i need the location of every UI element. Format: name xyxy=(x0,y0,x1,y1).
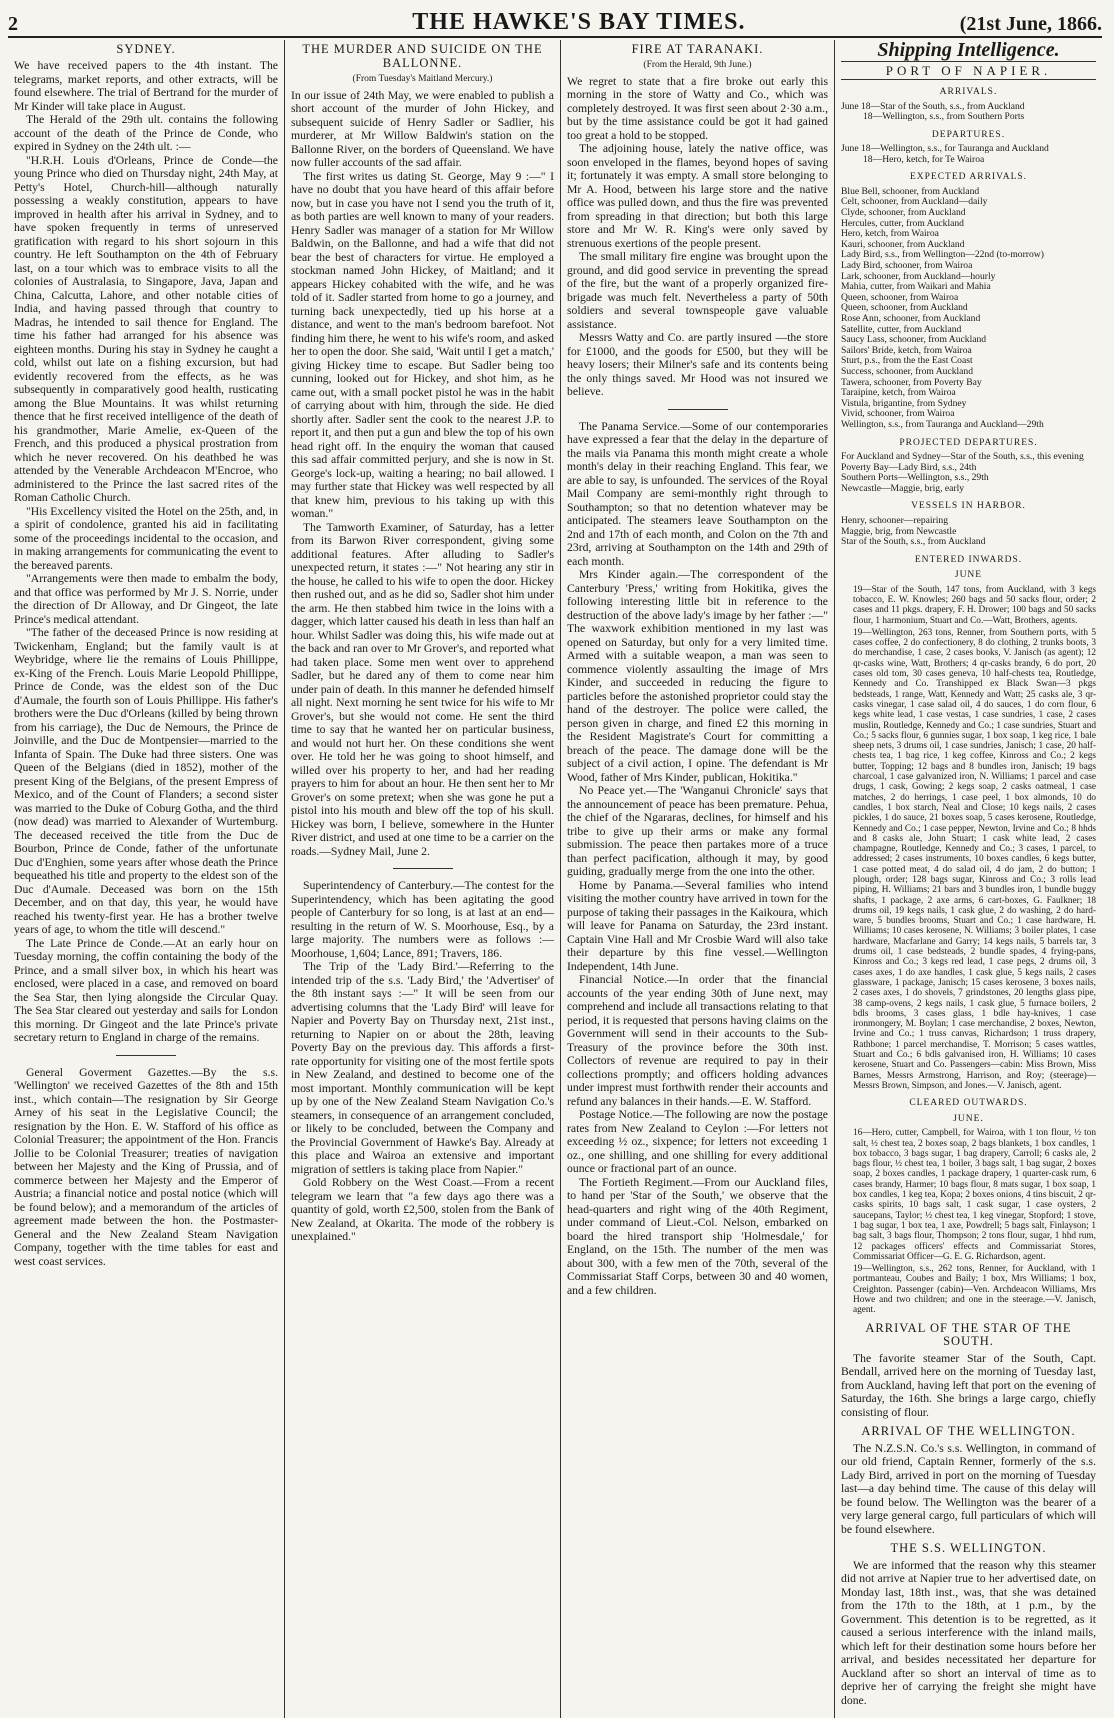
ss-wellington-heading: THE S.S. WELLINGTON. xyxy=(890,1541,1047,1556)
list-item: Newcastle—Maggie, brig, early xyxy=(841,482,965,494)
list-item: Satellite, cutter, from Auckland xyxy=(841,323,962,335)
month-label: JUNE xyxy=(954,570,983,581)
list-item: Wellington, s.s., from Tauranga and Auckland—29th xyxy=(841,418,1044,430)
page-number: 2 xyxy=(8,13,18,35)
sydney-heading: SYDNEY. xyxy=(116,42,176,56)
list-item: For Auckland and Sydney—Star of the South, s.s., this evening xyxy=(841,451,1084,463)
list-item: June 18—Star of the South, s.s., from Auckland xyxy=(841,100,1025,112)
article-paragraph: Gold Robbery on the West Coast.—From a recent telegram we learn that "a few days ago there was a quantity of gold, worth £2,500, stolen from the Bank of New Zealand, at Okarita. The mode of the robbery is unexplained." xyxy=(291,1176,554,1243)
projected-departures-heading: PROJECTED DEPARTURES. xyxy=(899,437,1038,448)
article-paragraph: The first writes us dating St. George, May 9 :—" I have no doubt that you have heard of this affair before now, but in case you have not I send you the truth of it, as both parties are well known to many of your readers. Henry Sadler was manager of a station for Mr Willow Baldwin, on the Ballonne, and had a wife that did not bear the best of characters for virtue. He employed a stockman named John Hickey, of Maitland; and it appears Hickey cohabited with the wife, and he was told of it. Sadler started from home to go a journey, and turning back unexpectedly, tied up his horse at a distance, and went to the man's bedroom barefoot. Not finding him there, he went to his wife's room, and asked her to open the door. She said, 'Wait until I get a match,' giving Hickey time to escape. But Sadler being too cunning, looked out for Hickey, and shot him, as he came out, with a small pocket pistol he was in the habit of carrying about with him, through the side. He died shortly after. Sadler sent the cook to the nearest J.P. to report it, and then put a gun and blew the top of his own head right off. In the enquiry the woman that caused this sad affair committed perjury, and she is now in St. George's lock-up, waiting a hearing; no bail allowed. I may further state that Hickey was well respected by all that knew him, previous to his taking up with this woman." xyxy=(291,169,554,520)
list-item: Vivid, schooner, from Wairoa xyxy=(841,408,955,420)
article-paragraph: "Arrangements were then made to embalm the body, and that office was performed by Mr J. S. Norrie, under the direction of Dr Alloway, and Dr Gingeot, the late Prince's medical attendant. xyxy=(14,572,278,626)
list-item: Lady Bird, s.s., from Wellington—22nd (to-morrow) xyxy=(841,249,1044,261)
fire-heading: FIRE AT TARANAKI. xyxy=(631,42,764,56)
article-paragraph: "The father of the deceased Prince is now residing at Twickenham, England; but the family vault is at Weybridge, where lie the remains of Louis Phillippe, ex-King of the French. Louis Marie Leopold Phillippe, Prince de Conde, was the eldest son of the Duc d'Aumale, the fourth son of Louis Phillippe. His father's brothers were the Duc d'Orleans (killed by being thrown from his carriage), the Duc de Nemours, the Prince de Joinville, and the Duc de Montpensier—married to the Infanta of Spain. The Duke had three sisters. One was Queen of the Belgians (died in 1852), mother of the present King of the Belgians, of the present Empress of Mexico, and of the Count of Flanders; a second sister was married to the Duke of Coburg Gotha, and the third (now dead) was married to Alexander of Wurtemburg. The deceased received the title from the Duc de Bourbon, Prince de Conde, father of the unfortunate Duc d'Enghien, some years after whose death the Prince bequeathed his title and property to the eldest son of the Duc d'Aumale. Deceased was born on the 15th December, and on that day, this year, he would have reached his twenty-first year. He has a brother twelve years of age, to whom the title will descend." xyxy=(14,626,278,936)
list-item: Success, schooner, from Auckland xyxy=(841,365,974,377)
divider xyxy=(668,409,728,410)
list-item: Lady Bird, schooner, from Wairoa xyxy=(841,260,973,272)
star-of-south-heading: ARRIVAL OF THE STAR OF THE SOUTH. xyxy=(865,1320,1072,1349)
list-item: Rose Ann, schooner, from Auckland xyxy=(841,313,981,324)
article-paragraph: We are informed that the reason why this steamer did not arrive at Napier true to her advertised date, on Monday last, 18th inst., was, that she was detained from the 17th to the 18th, at 1 p.m., by the Government. This detention is to be regretted, as it caused a serious interference with the inland mails, which left for their destination some hours before her arrival, and besides necessitated her departure for Auckland after so short an interval of time as to deprive her of carrying the freight she might have done. xyxy=(841,1558,1096,1707)
list-item: Saucy Lass, schooner, from Auckland xyxy=(841,334,987,346)
list-item: 18—Hero, ketch, for Te Wairoa xyxy=(863,153,985,165)
article-paragraph: Home by Panama.—Several families who intend visiting the mother country have arrived in town for the purpose of taking their passages in the Kaikoura, which will leave for Panama on Saturday, the 23rd instant. Captain Vine Hall and Mr Crosbie Ward will also take their departure by this fine vessel.—Wellington Independent, 14th June. xyxy=(567,878,828,973)
article-paragraph: We regret to state that a fire broke out early this morning in the store of Watty and Co., which was completely destroyed. It was first seen about 2·30 a.m., but by the time assistance could be got it had gained too great a hold to be stopped. xyxy=(567,74,828,142)
list-item: Mahia, cutter, from Waikari and Mahia xyxy=(841,281,991,293)
list-item: Vistula, brigantine, from Sydney xyxy=(841,397,967,409)
columns xyxy=(8,40,1102,1718)
article-paragraph: The adjoining house, lately the native office, was soon enveloped in the flames, beyond hopes of saving it; fortunately it was empty. A small store belonging to Mr A. Hood, between his large store and the native office was pulled down, and thus the fire was prevented from spreading in that direction; but both this large store and Mr W. R. King's were only saved by strenuous exertions of the people present. xyxy=(567,142,828,250)
murder-suicide-heading: THE MURDER AND SUICIDE ON THE BALLONNE. xyxy=(302,42,543,70)
column-4 xyxy=(834,40,1102,1718)
list-item: Celt, schooner, from Auckland—daily xyxy=(841,196,988,208)
arrivals-heading: ARRIVALS. xyxy=(939,87,998,97)
list-item: Star of the South, s.s., from Auckland xyxy=(841,536,986,548)
article-paragraph: In our issue of 24th May, we were enabled to publish a short account of the murder of John Hickey, and subsequent suicide of Henry Sadler or Sadlier, his murderer, at Mr Willow Baldwin's station on the Ballonne River, on the borders of Queensland. We have now fuller accounts of the sad affair. xyxy=(291,88,554,169)
departures-heading: DEPARTURES. xyxy=(931,129,1006,140)
list-item: Lark, schooner, from Auckland—hourly xyxy=(841,270,996,282)
newspaper-title: THE HAWKE'S BAY TIMES. xyxy=(412,9,746,35)
article-paragraph: The Fortieth Regiment.—From our Auckland files, to hand per 'Star of the South,' we observe that the head-quarters and right wing of the 40th Regiment, under command of Lieut.-Col. Nelson, embarked on board the hired transport ship 'Holmesdale,' for England, on the 15th. The number of the men was about 300, with a few men of the 70th, several of the Commissariat Staff Corps, between 30 and 40 women, and a few children. xyxy=(567,1175,828,1297)
vessels-in-harbor-list xyxy=(841,516,1096,548)
cleared-entry: 16—Hero, cutter, Campbell, for Wairoa, with 1 ton flour, ½ ton salt, ½ chest tea, 2 boxes soap, 2 bags blankets, 1 box candles, 1 box tobacco, 3 bags sugar, 1 bag drapery, Carroll; 6 casks ale, 2 bags flour, ½ chest tea, 1 boiler, 3 bags salt, 1 bag sugar, 2 boxes soap, 2 boxes candles, 1 package drapery, 1 quarter-cask rum, 6 cases brandy, Harmer; 10 bags flour, 8 mats sugar, 1 box soap, 1 box candles, 1 keg tea, Kopa; 2 boxes onions, 4 tins biscuit, 2 qr-casks spirits, 10 bags salt, 1 cask sugar, 1 case oysters, 2 saucepans, Taylor; ½ chest tea, 1 keg vinegar, Stopford; 1 stove, 1 bag sugar, 1 box tea, 1 axe, Powdrell; 5 bags salt, Finlayson; 1 bag salt, 3 bags flour, Thompson; 2 tons flour, sugar, 1 hhd rum, 12 packages officers' effects and Commissariat Stores, Commissariat Officer—G. E. G. Richardson, agent. xyxy=(853,1128,1096,1262)
arrivals-list xyxy=(841,102,1096,123)
list-item: Hercules, cutter, from Auckland xyxy=(841,217,964,229)
column-1 xyxy=(8,40,284,1718)
article-paragraph: The Herald of the 29th ult. contains the following account of the death of the Prince de Conde, who expired in Sydney on the 24th ult. :— xyxy=(14,113,278,153)
article-paragraph: The Late Prince de Conde.—At an early hour on Tuesday morning, the coffin containing the body of the Prince, and a small silver box, in which his heart was enclosed, were placed in a case, and removed on board the Sea Star, then lying alongside the Circular Quay. The Sea Star cleared out yesterday and sails for London this morning. Dr Gingeot and the late Prince's private secretary return to England in charge of the remains. xyxy=(14,936,278,1044)
article-paragraph: Financial Notice.—In order that the financial accounts of the year ending 30th of June next, may comprehend and include all transactions relating to that period, it is requested that persons having claims on the Government will send in their accounts to the Sub-Treasury of the province before the 30th inst. Collectors of revenue are required to pay in their collections promptly; and officers holding advances under imprest must forthwith render their accounts and refund any balances in their hands.—E. W. Stafford. xyxy=(567,973,828,1108)
source-line: (From Tuesday's Maitland Mercury.) xyxy=(352,74,493,84)
article-paragraph: "H.R.H. Louis d'Orleans, Prince de Conde—the young Prince who died on Thursday night, 24th May, at Petty's Hotel, Church-hill—although naturally possessing a weakly constitution, appears to have improved in health after his arrival in Sydney, and to have spoken frequently in terms of unreserved gratification with regard to his short sojourn in this country. He left Southampton on the 4th of February last, on a tour which was to embrace visits to all the colonies of Australasia, to Singapore, Java, Japan and China, Calcutta, Lahore, and other notable cities of India, and having passed through that country to Madras, he intended to sail thence for England. The time his father had arranged for his absence was eighteen months. During his stay in Sydney he caught a cold, whilst out late on a fishing excursion, but had evidently recovered from the effects, as he was subsequently in comparatively good health, rusticating among the Blue Mountains. It was whilst returning thence that he first received intelligence of the death of his grandmother, Marie Amelie, ex-Queen of the French, and this produced a physical prostration from which he never recovered. On his deathbed he was attended by the Venerable Archdeacon M'Encroe, who administered to the Prince the last sacred rites of the Roman Catholic Church. xyxy=(14,153,278,504)
list-item: Sailors' Bride, ketch, from Wairoa xyxy=(841,344,972,356)
list-item: Maggie, brig, from Newcastle xyxy=(841,525,957,537)
departures-list xyxy=(841,144,1096,165)
article-paragraph: The favorite steamer Star of the South, Capt. Bendall, arrived here on the morning of Tuesday last, from Auckland, having left that port on the evening of Saturday, the 16th. She brings a large cargo, chiefly consisting of flour. xyxy=(841,1351,1096,1419)
projected-departures-list xyxy=(841,452,1096,494)
article-paragraph: The Trip of the 'Lady Bird.'—Referring to the intended trip of the s.s. 'Lady Bird,' the 'Advertiser' of the 8th instant says :—" It will be seen from our advertising columns that the 'Lady Bird' will leave for Napier and Poverty Bay on Thursday next, 21st inst., returning to Napier on or about the 28th, leaving Poverty Bay on the previous day. This affords a first-rate opportunity for visiting one of the most fertile spots in New Zealand, and destined to become one of the most important. Monthly communication will be kept up by one of the New Zealand Steam Navigation Co.'s steamers, in consequence of an arrangement concluded, or likely to be concluded, between the Company and the Provincial Government of Hawke's Bay. Already at this place and Wairoa an extensive and important migration of settlers is taking place from Napier." xyxy=(291,960,554,1176)
column-3 xyxy=(560,40,834,1718)
list-item: Southern Ports—Wellington, s.s., 29th xyxy=(841,472,989,484)
wellington-arrival-heading: ARRIVAL OF THE WELLINGTON. xyxy=(861,1424,1076,1439)
list-item: June 18—Wellington, s.s., for Tauranga and Auckland xyxy=(841,143,1049,155)
list-item: Poverty Bay—Lady Bird, s.s., 24th xyxy=(841,461,977,473)
shipping-title: Shipping Intelligence. xyxy=(877,40,1060,61)
divider xyxy=(393,868,453,869)
list-item: Henry, schooner—repairing xyxy=(841,514,949,526)
list-item: Clyde, schooner, from Auckland xyxy=(841,207,966,219)
inwards-entry: 19—Wellington, 263 tons, Renner, from Southern ports, with 5 cases coffee, 2 do confectionery, 8 do clothing, 2 trunks boots, 3 do merchandise, 1 case, 2 cases books, V. Janisch (as agent); 12 qr-casks wine, Watt, Brothers; 4 qr-casks brandy, 6 do port, 20 cases old tom, 30 cases geneva, 10 half-chests tea, Routledge, Kennedy and Co. Transhipped ex Black Swan—3 pkgs bedsteads, 1 range, Watt, Kennedy and Watt; 25 casks ale, 3 qr-casks vinegar, 1 case salad oil, 4 do sauces, 1 do corn flour, 6 kegs white lead, 1 case vestas, 1 case sundries, 1 case, 2 cases muslin, Routledge, Kennedy and Co.; 1 case sundries, Stuart and Co.; 5 sacks flour, 6 gunnies sugar, 1 box soap, 1 keg rice, 1 bale sheep nets, 3 drums oil, 1 case sundries, Janisch; 1 case, 20 half-chests tea, 1 bag rice, 1 keg coffee, Kinross and Co.; 2 kegs butter, Topping; 12 bags and 8 bundles iron, Janisch; 19 bags charcoal, 1 case galvanized iron, N. Williams; 1 parcel and case drugs, 1 cask, Gowing; 2 kegs soap, 2 casks oatmeal, 1 case matches, 2 do herrings, 1 case peel, 1 box almonds, 10 do candles, 1 box starch, Neal and Close; 10 kegs nails, 2 cases pickles, 1 do sauce, 21 boxes soap, 5 cases kerosene, Routledge, Kennedy and Co.; 1 case pepper, Newton, Irvine and Co.; 8 hhds and 8 casks ale, John Stuart; 1 cask white lead, 2 cases champagne, Routledge, Kennedy and Co.; 3 cases, 1 parcel, to addressed; 2 cases instruments, 10 boxes candles, 6 kegs butter, 1 case potted meat, 4 do salad oil, 4 do jam, 2 do button; 1 plough, order; 128 bags sugar, Kinross and Co.; 3 rolls lead piping, H. Williams; 21 bars and 3 bundles iron, 1 bundle buggy shafts, 1 package, 2 axe arms, 6 cart-boxes, G. Faulkner; 18 drums oil, 19 kegs nails, 1 cask glue, 2 do washing, 2 do hard-ware, 5 bundles brooms, Stuart and Co.; 1 case hardware, H. Williams; 10 cases kerosene, N. Williams; 3 boiler plates, 1 case hardware, Macfarlane and Garry; 14 kegs nails, 5 barrels tar, 3 drums oil, 1 case bedsteads, 2 bundle spades, 4 frying-pans, Kinross and Co.; 3 kegs red lead, 1 case pegs, 2 drums oil, 3 cases axes, 1 do axe handles, 1 cask glue, 5 kegs nails, 2 cases glassware, 1 package, Janisch; 15 cases kerosene, 3 boxes nails, 2 cases axes, 1 do shovels, 7 grindstones, 20 lengths glass pipe, 38 camp-ovens, 2 kegs nails, 1 cask glue, 5 furnace boilers, 2 bdls brooms, 3 cases glass, 1 bdle hay-knives, 1 case ironmongery, M. Boylan; 1 case merchandise, 2 boxes, Newton, Irvine and Co.; 1 truss canvas, Richardson; 1 truss drapery, Rathbone; 1 parcel merchandise, T. Morrison; 5 cases wattles, Stuart and Co.; 6 bdls galvanised iron, H. Williams; 10 cases kerosene, Stuart and Co. Passengers—cabin: Miss Brown, Miss Barnes, Messrs Armstrong, Harrison, and Roy; (steerage)—Messrs Brown, Simpson, and Jones.—V. Janisch, agent. xyxy=(853,627,1096,1091)
source-line: (From the Herald, 9th June.) xyxy=(643,60,752,70)
list-item: Queen, schooner, from Wairoa xyxy=(841,291,959,303)
article-paragraph: Superintendency of Canterbury.—The contest for the Superintendency, which has been agitating the good people of Canterbury for so long, is at last at an end—resulting in the return of W. S. Moorhouse, Esq., by a large majority. The numbers were as follows :—Moorhouse, 1,604; Lance, 891; Travers, 186. xyxy=(291,879,554,960)
article-paragraph: The small military fire engine was brought upon the ground, and did good service in preventing the spread of the fire, but the want of a properly organized fire-brigade was much felt. Nevertheless a party of 50th soldiers and several townspeople gave valuable assistance. xyxy=(567,250,828,331)
list-item: Tawera, schooner, from Poverty Bay xyxy=(841,376,982,388)
column-2 xyxy=(284,40,560,1718)
vessels-in-harbor-heading: VESSELS IN HARBOR. xyxy=(911,501,1026,512)
entered-inwards-heading: ENTERED INWARDS. xyxy=(914,554,1023,565)
masthead xyxy=(8,4,1102,38)
article-paragraph: The N.Z.S.N. Co.'s s.s. Wellington, in command of our old friend, Captain Renner, formerly of the s.s. Lady Bird, arrived in port on the morning of Tuesday last—a day behind time. The cause of this delay will be found below. The Wellington was the bearer of a very large general cargo, full particulars of which will be found elsewhere. xyxy=(841,1441,1096,1536)
article-paragraph: Postage Notice.—The following are now the postage rates from New Zealand to Ceylon :—For letters not exceeding ½ oz., sixpence; for letters not exceeding 1 oz., one shilling, and one shilling for every additional ounce or fractional part of an ounce. xyxy=(567,1108,828,1175)
list-item: Blue Bell, schooner, from Auckland xyxy=(841,185,980,197)
list-item: 18—Wellington, s.s., from Southern Ports xyxy=(863,111,1025,123)
article-paragraph: The Panama Service.—Some of our contemporaries have expressed a fear that the delay in the departure of the mails via Panama this month might create a whole month's delay in their reaching England. This fear, we are able to say, is unfounded. The services of the Royal Mail Company are semi-monthly right through to Southampton; so that no detention whatever may be anticipated. The steamers leave Southampton on the 2nd and 17th of each month, and Colon on the 7th and 23rd, arriving at Southampton on the 14th and 29th of each month. xyxy=(567,419,828,568)
expected-arrivals-list xyxy=(841,187,1096,431)
list-item: Hero, ketch, from Wairoa xyxy=(841,228,939,240)
inwards-entry: 19—Star of the South, 147 tons, from Auckland, with 3 kegs tobacco, E. W. Knowles; 260 bags and 50 sacks flour, order; 2 cases and 11 pkgs. drapery, F. H. Drower; 100 bags and 50 sacks flour, 1 harmonium, Stuart and Co.—Watt, Brothers, agents. xyxy=(853,584,1096,626)
list-item: Queen, schooner, from Auckland xyxy=(841,302,968,314)
month-label: JUNE. xyxy=(953,1113,984,1124)
expected-arrivals-heading: EXPECTED ARRIVALS. xyxy=(909,172,1028,183)
article-paragraph: Mrs Kinder again.—The correspondent of the Canterbury 'Press,' writing from Hokitika, gives the following interesting little bit in reference to the destruction of the above lady's image by her father :—" The waxwork exhibition mentioned in my last was opened on Saturday, but only for a very limited time. Armed with a suitable weapon, a man was seen to commence violently assaulting the image of Mrs Kinder, and succeeded in reducing the figure to particles before the astonished proprietor could stay the hand of the destroyer. The police were called, the person given in charge, and fined £2 this morning in the Resident Magistrate's Court for committing a breach of the peace. The damage done will be the subject of a civil action, I opine. The defendant is Mr Wood, father of Mrs Kinder, publican, Hokitika." xyxy=(567,568,828,784)
port-heading: PORT OF NAPIER. xyxy=(841,61,1096,81)
list-item: Kauri, schooner, from Auckland xyxy=(841,238,965,250)
cleared-outwards-heading: CLEARED OUTWARDS. xyxy=(909,1098,1028,1109)
article-paragraph: Messrs Watty and Co. are partly insured —the store for £1000, and the goods for £500, but they will be heavy losers; their Milner's safe and its contents being the only things saved. Mr Hood was not insured we believe. xyxy=(567,331,828,398)
list-item: Taraipine, ketch, from Wairoa xyxy=(841,387,956,399)
article-paragraph: We have received papers to the 4th instant. The telegrams, market reports, and other extracts, will be found elsewhere. The trial of Bertrand for the murder of Mr Kinder will take place in August. xyxy=(14,59,278,113)
divider xyxy=(116,1055,176,1056)
list-item: Sturt, p.s., from the the East Coast xyxy=(841,355,973,367)
cleared-entry: 19—Wellington, s.s., 262 tons, Renner, for Auckland, with 1 portmanteau, Coubes and Baily; 1 box, Mrs Williams; 1 box, Creighton. Passenger (cabin)—Ven. Archdeacon Williams, Mrs Howe and two children; and one in the steerage.—V. Janisch, agent. xyxy=(853,1264,1096,1316)
article-paragraph: The Tamworth Examiner, of Saturday, has a letter from its Barwon River correspondent, giving some additional features. After alluding to Sadler's unexpected return, it states :—" Not hearing any stir in the house, he called to his wife to open the door. Hickey then rushed out, and as he did so, Sadler shot him under the arm. He then stabbed him twice in the loins with a dagger, which latter caused his death in less than half an hour. Whilst Sadler was doing this, his wife made out at the back and ran over to Mr Grover's, and reported what had taken place. Some men went over to apprehend Sadler, but he dared any of them to come near him under pain of death. In this manner he defended himself all night. Next morning he sent twice for his wife to Mr Grover's, but she would not come. He sent the third time to say that he wanted her on particular business, and would not hurt her. On these conditions she went over. He told her he was going to shoot himself, and willed over his property to her, and had her reading prayers to him for about an hour. He then sent her to Mr Grover's on some pretext; when she was gone he put a pistol into his mouth and blew off the top of his skull. Hickey was born, I believe, somewhere in the Hunter River district, and used at one time to be a carrier on the roads.—Sydney Mail, June 2. xyxy=(291,520,554,858)
issue-date: (21st June, 1866. xyxy=(959,13,1102,35)
article-paragraph: "His Excellency visited the Hotel on the 25th, and, in a spirit of condolence, granted his aid in facilitating some of the proceedings incidental to the occasion, and in making arrangements for communicating the event to the bereaved parents. xyxy=(14,504,278,572)
gazette-paragraph: General Goverment Gazettes.—By the s.s. 'Wellington' we received Gazettes of the 8th and 15th inst., which contain—The resignation by Sir George Arney of his seat in the Legislative Council; the resignation by the Hon. E. W. Stafford of his office as Colonial Treasurer; the appointment of the Hon. Francis Jollie to be Colonial Treasurer; treaties of navigation between her Majesty and the King of Prussia, and of commerce between her Majesty and the Emperor of Austria; a financial notice and postal notice (which will be found below); and a memorandum of the articles of agreement made between the hon. the Postmaster-General and the New Zealand Steam Navigation Company, together with the time tables for east and west coast services. xyxy=(14,1065,278,1268)
article-paragraph: No Peace yet.—The 'Wanganui Chronicle' says that the announcement of peace has been premature. Pehua, the chief of the Ngararas, declines, for himself and his tribe to give up their arms or make any formal submission. The peace then partakes more of a truce than perfect pacification, although it may, by good guiding, gradually merge from the one into the other. xyxy=(567,784,828,878)
